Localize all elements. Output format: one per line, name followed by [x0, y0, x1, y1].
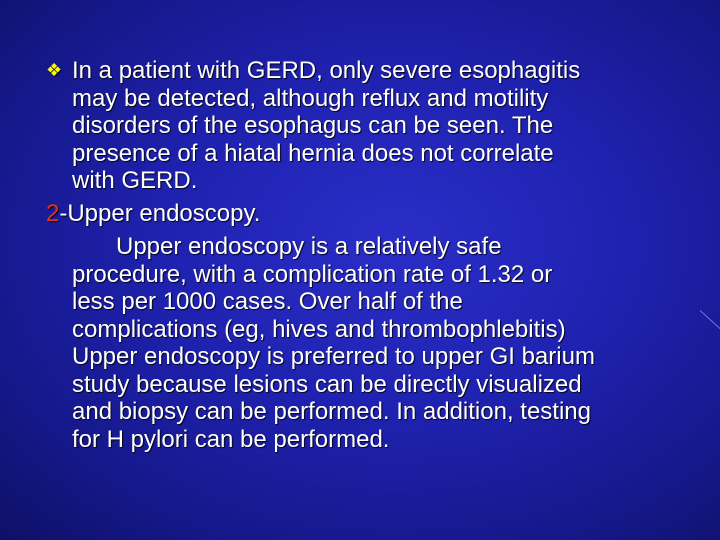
paragraph-line: for H pylori can be performed. [72, 425, 390, 453]
paragraph-line: Upper endoscopy is a relatively safe [116, 233, 502, 260]
paragraph-line: less per 1000 cases. Over half of the [72, 288, 463, 315]
paragraph-gerd-esophagitis [46, 57, 686, 195]
paragraph-line: complications (eg, hives and thrombophlebitis) [72, 315, 566, 343]
paragraph-line: disorders of the esophagus can be seen. The [72, 112, 554, 139]
paragraph-line: with GERD. [72, 167, 198, 194]
paragraph-line: study because lesions can be directly visualized [72, 370, 582, 398]
paragraph-line: presence of a hiatal hernia does not correlate [72, 139, 554, 167]
decorative-line [700, 310, 720, 331]
paragraph-line-text: In a patient with GERD, only severe esophagitis [72, 57, 581, 84]
section-number: 2 [46, 200, 60, 227]
paragraph-line: and biopsy can be performed. In addition, testing [72, 398, 591, 425]
section-heading-upper-endoscopy [46, 200, 260, 227]
paragraph-upper-endoscopy [72, 233, 692, 453]
paragraph-line: procedure, with a complication rate of 1.32 or [72, 260, 553, 288]
section-heading-text: -Upper endoscopy. [59, 200, 261, 227]
paragraph-line: may be detected, although reflux and motility [72, 84, 549, 112]
paragraph-line [46, 57, 686, 85]
diamond-bullet-icon: ❖ [46, 60, 63, 80]
paragraph-line: Upper endoscopy is preferred to upper GI barium [72, 343, 595, 370]
